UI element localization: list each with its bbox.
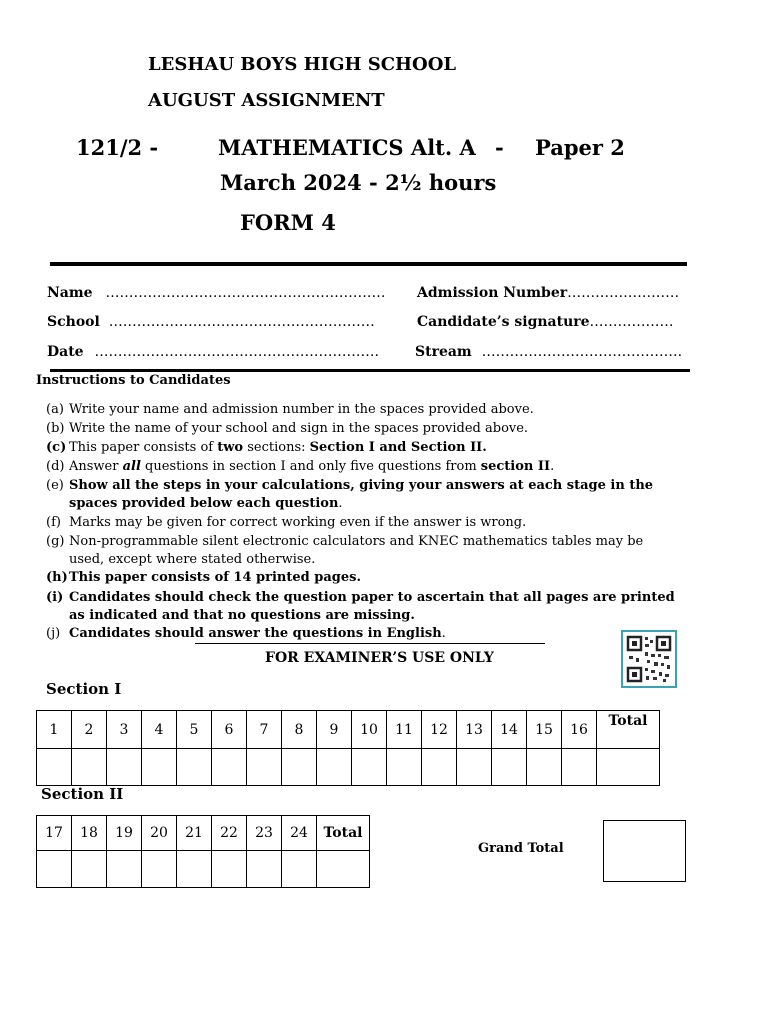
instruction-emphasis: Section I and Section II. (309, 440, 487, 455)
score-cell[interactable] (37, 749, 72, 786)
score-header-cell: 5 (177, 711, 212, 749)
section-2-label: Section II (41, 785, 124, 803)
title-dash: - (495, 135, 504, 160)
school-field[interactable] (47, 314, 375, 330)
instruction-text: Write the name of your school and sign in the spaces provided above. (69, 421, 529, 436)
form-level: FORM 4 (240, 210, 336, 235)
instruction-marker: (h) (46, 570, 68, 585)
score-header-cell: 3 (107, 711, 142, 749)
score-cell[interactable] (492, 749, 527, 786)
instruction-text: used, except where stated otherwise. (69, 552, 316, 567)
section-2-score-table (36, 815, 370, 888)
instruction-item (46, 569, 686, 587)
instruction-text: Marks may be given for correct working even if the answer is wrong. (69, 515, 527, 530)
admission-dots: …………………… (567, 285, 680, 301)
score-header-cell: 24 (282, 816, 317, 851)
instruction-text: Answer (69, 459, 123, 474)
score-header-cell: 22 (212, 816, 247, 851)
instruction-text: sections: (243, 440, 310, 455)
score-header-cell: 19 (107, 816, 142, 851)
instruction-emphasis: all (122, 459, 141, 474)
score-header-cell: 9 (317, 711, 352, 749)
stream-field[interactable] (415, 344, 682, 360)
signature-dots: ……………… (589, 314, 674, 330)
instruction-item (46, 477, 686, 513)
name-label: Name (47, 285, 93, 301)
score-header-cell: 1 (37, 711, 72, 749)
score-header-cell: 2 (72, 711, 107, 749)
table-row (37, 851, 370, 888)
score-cell[interactable] (282, 749, 317, 786)
score-header-cell: 23 (247, 816, 282, 851)
instruction-text: questions in section I and only five questions from (140, 459, 481, 474)
score-header-cell: 18 (72, 816, 107, 851)
subject-title: MATHEMATICS Alt. A (218, 135, 476, 160)
instruction-text: Non-programmable silent electronic calculators and KNEC mathematics tables may be (69, 534, 644, 549)
instruction-marker: (a) (46, 402, 64, 417)
instruction-item (46, 533, 686, 569)
instruction-text: . (441, 626, 446, 641)
score-cell[interactable] (562, 749, 597, 786)
score-cell[interactable] (212, 851, 247, 888)
score-cell[interactable] (352, 749, 387, 786)
instruction-marker: (g) (46, 534, 65, 549)
instruction-text: as indicated and that no questions are missing. (69, 608, 415, 623)
instruction-marker: (f) (46, 515, 61, 530)
score-cell[interactable] (72, 749, 107, 786)
qr-code-icon (621, 630, 677, 688)
score-header-cell: 17 (37, 816, 72, 851)
score-header-cell: 15 (527, 711, 562, 749)
score-cell[interactable] (282, 851, 317, 888)
score-header-cell: 11 (387, 711, 422, 749)
instruction-emphasis: section II (480, 459, 551, 474)
stream-label: Stream (415, 344, 472, 360)
instructions-heading: Instructions to Candidates (36, 373, 231, 388)
score-cell[interactable] (177, 749, 212, 786)
signature-field[interactable] (417, 314, 674, 330)
score-cell[interactable] (37, 851, 72, 888)
instruction-item (46, 625, 686, 643)
instruction-marker: (i) (46, 590, 64, 605)
table-header-row (37, 816, 370, 851)
score-header-cell: 7 (247, 711, 282, 749)
score-cell[interactable] (107, 749, 142, 786)
instruction-text: Show all the steps in your calculations, giving your answers at each stage in the (69, 478, 654, 493)
grand-total-box[interactable] (603, 820, 686, 882)
score-header-cell: 10 (352, 711, 387, 749)
score-cell[interactable] (317, 749, 352, 786)
score-cell[interactable] (387, 749, 422, 786)
instruction-text: . (550, 459, 555, 474)
instruction-text: . (338, 496, 343, 511)
table-header-row (37, 711, 660, 749)
instruction-marker: (j) (46, 626, 61, 641)
score-header-cell: 8 (282, 711, 317, 749)
stream-dots: ……………………………………. (481, 344, 683, 360)
instruction-item (46, 514, 686, 532)
score-cell[interactable] (527, 749, 562, 786)
instruction-text: This paper consists of (69, 440, 218, 455)
instruction-emphasis: two (217, 440, 244, 455)
name-dots: …………………………………………………… (105, 285, 386, 301)
school-label: School (47, 314, 100, 330)
grand-total-label: Grand Total (478, 841, 564, 856)
instruction-text: Candidates should check the question paper to ascertain that all pages are printed (69, 590, 675, 605)
score-cell[interactable] (212, 749, 247, 786)
school-dots: ………………………………………………… (108, 314, 375, 330)
paper-number: Paper 2 (535, 135, 625, 160)
score-cell[interactable] (177, 851, 212, 888)
score-cell[interactable] (72, 851, 107, 888)
score-header-cell: 12 (422, 711, 457, 749)
date-field[interactable] (47, 344, 379, 360)
instruction-marker: (b) (46, 421, 65, 436)
score-cell[interactable] (247, 749, 282, 786)
instruction-marker: (c) (46, 440, 67, 455)
instruction-item (46, 439, 686, 457)
signature-label: Candidate’s signature (417, 314, 590, 330)
section-1-score-table (36, 710, 660, 786)
total-score-cell[interactable] (317, 851, 370, 888)
instruction-item (46, 458, 686, 476)
instruction-text: Candidates should answer the questions in English (69, 626, 442, 641)
score-header-cell: 21 (177, 816, 212, 851)
date-dots: ……………………………………………………. (94, 344, 379, 360)
total-header-cell: Total (597, 711, 660, 749)
instruction-text: spaces provided below each question (69, 496, 339, 511)
section-1-label: Section I (46, 680, 122, 698)
top-divider (50, 262, 687, 266)
examiner-divider (195, 643, 545, 644)
score-cell[interactable] (107, 851, 142, 888)
name-field[interactable] (47, 285, 385, 301)
instruction-item (46, 589, 686, 625)
score-header-cell: 16 (562, 711, 597, 749)
instruction-text: Write your name and admission number in the spaces provided above. (69, 402, 534, 417)
instruction-marker: (e) (46, 478, 64, 493)
assignment-title: AUGUST ASSIGNMENT (148, 90, 385, 111)
score-header-cell: 6 (212, 711, 247, 749)
score-cell[interactable] (142, 851, 177, 888)
admission-number-field[interactable] (417, 285, 679, 301)
score-cell[interactable] (457, 749, 492, 786)
instruction-item (46, 401, 686, 419)
score-cell[interactable] (142, 749, 177, 786)
score-header-cell: 4 (142, 711, 177, 749)
paper-code: 121/2 - (76, 135, 159, 160)
instruction-text: This paper consists of 14 printed pages. (69, 570, 361, 585)
admission-label: Admission Number (417, 285, 568, 301)
score-cell[interactable] (247, 851, 282, 888)
school-name: LESHAU BOYS HIGH SCHOOL (148, 54, 457, 75)
score-header-cell: 14 (492, 711, 527, 749)
examiner-heading: FOR EXAMINER’S USE ONLY (265, 650, 494, 666)
table-row (37, 749, 660, 786)
date-label: Date (47, 344, 84, 360)
exam-date-duration: March 2024 - 2½ hours (220, 170, 497, 195)
score-header-cell: 13 (457, 711, 492, 749)
fields-divider (50, 369, 690, 372)
instruction-marker: (d) (46, 459, 65, 474)
instruction-item (46, 420, 686, 438)
total-score-cell[interactable] (597, 749, 660, 786)
score-cell[interactable] (422, 749, 457, 786)
score-header-cell: 20 (142, 816, 177, 851)
total-header-cell: Total (317, 816, 370, 851)
